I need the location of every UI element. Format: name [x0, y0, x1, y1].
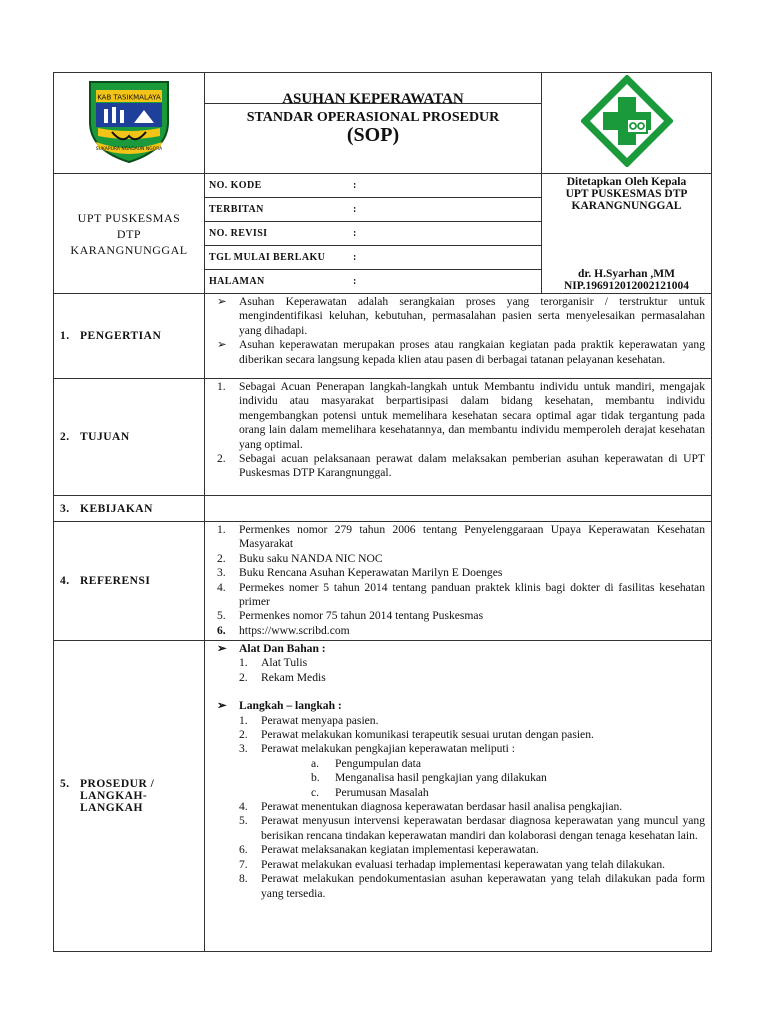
signature-cell — [542, 174, 712, 294]
section-label-referensi: 4. REFERENSI — [54, 522, 205, 641]
alat-heading: ➢ Alat Dan Bahan : — [217, 642, 326, 655]
meta-label: NO. REVISI — [205, 222, 349, 246]
section-label-kebijakan: 3. KEBIJAKAN — [54, 496, 205, 522]
meta-value: : — [349, 174, 541, 198]
section-label-tujuan: 2. TUJUAN — [54, 379, 205, 496]
section-content-kebijakan — [205, 496, 712, 522]
org-line-1: UPT PUSKESMAS — [77, 210, 181, 225]
list-item: ➢ Asuhan keperawatan merupakan proses atau rangkaian kegiatan pada praktik keperawatan yang diberikan secara langsung kepada klien atau pasen di berbagai tatanan pelayanan kesehatan. — [217, 338, 705, 366]
title-cell — [205, 73, 542, 174]
list-item: 1. Alat Tulis — [239, 656, 308, 670]
list-item: 4. Perawat menentukan diagnosa keperawatan berdasar hasil analisa pengkajian. — [239, 800, 623, 814]
list-item: 2. Perawat melakukan komunikasi terapeutik sesuai urutan dengan pasien. — [239, 728, 594, 742]
svg-text:SUKAPURA NGADAUN NGORA: SUKAPURA NGADAUN NGORA — [95, 146, 163, 152]
meta-value: : — [349, 222, 541, 246]
meta-row — [205, 198, 541, 222]
list-item: 1. Perawat menyapa pasien. — [239, 713, 379, 727]
list-item: 3. Buku Rencana Asuhan Keperawatan Marilyn E Doenges — [217, 566, 503, 580]
meta-label: TERBITAN — [205, 198, 349, 222]
document-title: ASUHAN KEPERAWATAN — [282, 91, 464, 107]
org-line-2: DTP — [116, 226, 142, 241]
list-item: 1. Sebagai Acuan Penerapan langkah-langkah untuk Membantu individu untuk mandiri, mengajak individu atau masyarakat berpartisipasi dalam bidang kesehatan, membantu individu mengembangkan potensi untuk memelihara kesehatan secara optimal agar tidak tergantung pada orang lain dalam memelihara kesehatannya, dan membantu individu memperoleh derajat kesehatan yang optimal. — [217, 380, 705, 451]
section-label-prosedur: 5. PROSEDUR / LANGKAH-LANGKAH — [54, 641, 205, 952]
langkah-heading: ➢ Langkah – langkah : — [217, 699, 342, 713]
list-item: ➢ Asuhan Keperawatan adalah serangkaian proses yang terorganisir / terstruktur untuk mengindentifikasi keluhan, kebutuhan, permasalahan pasien serta menyelesaikan permasalahan yang dihadapi. — [217, 295, 705, 337]
meta-row — [205, 246, 541, 270]
list-item: 2. Buku saku NANDA NIC NOC — [217, 551, 383, 565]
list-item: 6. Perawat melaksanakan kegiatan implementasi keperawatan. — [239, 843, 539, 857]
list-item: 4. Permekes nomer 5 tahun 2014 tentang panduan praktek klinis bagi dokter di fasilitas kesehatan primer — [217, 580, 705, 609]
org-line-3: KARANGNUNGGAL — [70, 242, 188, 257]
list-item: 3. Perawat melakukan pengkajian keperawatan meliputi : — [239, 742, 515, 756]
logo-left-cell — [54, 73, 205, 174]
organization-cell — [54, 174, 205, 294]
list-item: 1. Permenkes nomor 279 tahun 2006 tentang Penyelenggaraan Upaya Keperawatan Kesehatan Masyarakat — [217, 523, 705, 551]
list-item: 7. Perawat melakukan evaluasi terhadap implementasi keperawatan yang telah dilakukan. — [239, 857, 666, 871]
list-item: 8. Perawat melakukan pendokumentasian asuhan keperawatan yang telah dilakukan pada form yang tersedia. — [239, 872, 705, 900]
kabupaten-emblem-icon — [82, 76, 176, 166]
meta-cell — [205, 174, 542, 294]
list-item: 2. Sebagai acuan pelaksanaan perawat dalam melaksakan pemberian asuhan keperawatan di UPT Puskesmas DTP Karangnunggal. — [217, 452, 705, 480]
list-item: 5. Perawat menyusun intervensi keperawatan berdasar diagnosa keperawatan yang muncul yang berisikan rencana tindakan keperawatan mandiri dan kolaborasi dengan tenaga kesehatan lain. — [239, 814, 705, 842]
sub-item: b. Menganalisa hasil pengkajian yang dilakukan — [311, 771, 547, 785]
sub-list — [211, 757, 705, 800]
section-content-referensi — [205, 522, 712, 641]
sop-abbreviation: (SOP) — [346, 124, 400, 146]
sub-item: a. Pengumpulan data — [311, 756, 421, 770]
meta-value: : — [353, 276, 357, 287]
sub-item: c. Perumusan Masalah — [311, 785, 429, 799]
section-content-prosedur — [205, 641, 712, 952]
meta-label: NO. KODE — [205, 174, 349, 198]
meta-label: TGL MULAI BERLAKU — [205, 246, 349, 270]
meta-table — [205, 174, 541, 293]
sign-org-2: KARANGNUNGGAL — [571, 200, 682, 212]
list-item: 6. https://www.scribd.com — [217, 623, 350, 637]
sop-title: STANDAR OPERASIONAL PROSEDUR — [246, 110, 500, 125]
section-label-pengertian: 1. PENGERTIAN — [54, 294, 205, 379]
section-content-tujuan — [205, 379, 712, 496]
signer-name: dr. H.Syarhan ,MM — [577, 268, 675, 280]
svg-text:KAB TASIKMALAYA: KAB TASIKMALAYA — [97, 93, 161, 101]
puskesmas-logo-icon — [581, 75, 673, 167]
sign-title: Ditetapkan Oleh Kepala — [566, 176, 687, 188]
meta-row — [205, 174, 541, 198]
sop-document — [53, 72, 711, 952]
sign-org: UPT PUSKESMAS DTP — [565, 188, 688, 200]
signer-nip: NIP.196912012002121004 — [563, 280, 690, 292]
list-item: 5. Permenkes nomor 75 tahun 2014 tentang Puskesmas — [217, 609, 484, 623]
meta-label: HALAMAN — [209, 276, 265, 287]
meta-row — [205, 222, 541, 246]
meta-value: : — [349, 246, 541, 270]
sop-table — [53, 72, 712, 952]
list-item: 2. Rekam Medis — [239, 670, 326, 684]
meta-row — [205, 270, 541, 294]
logo-right-cell — [542, 73, 712, 174]
meta-value: : — [349, 198, 541, 222]
section-content-pengertian — [205, 294, 712, 379]
